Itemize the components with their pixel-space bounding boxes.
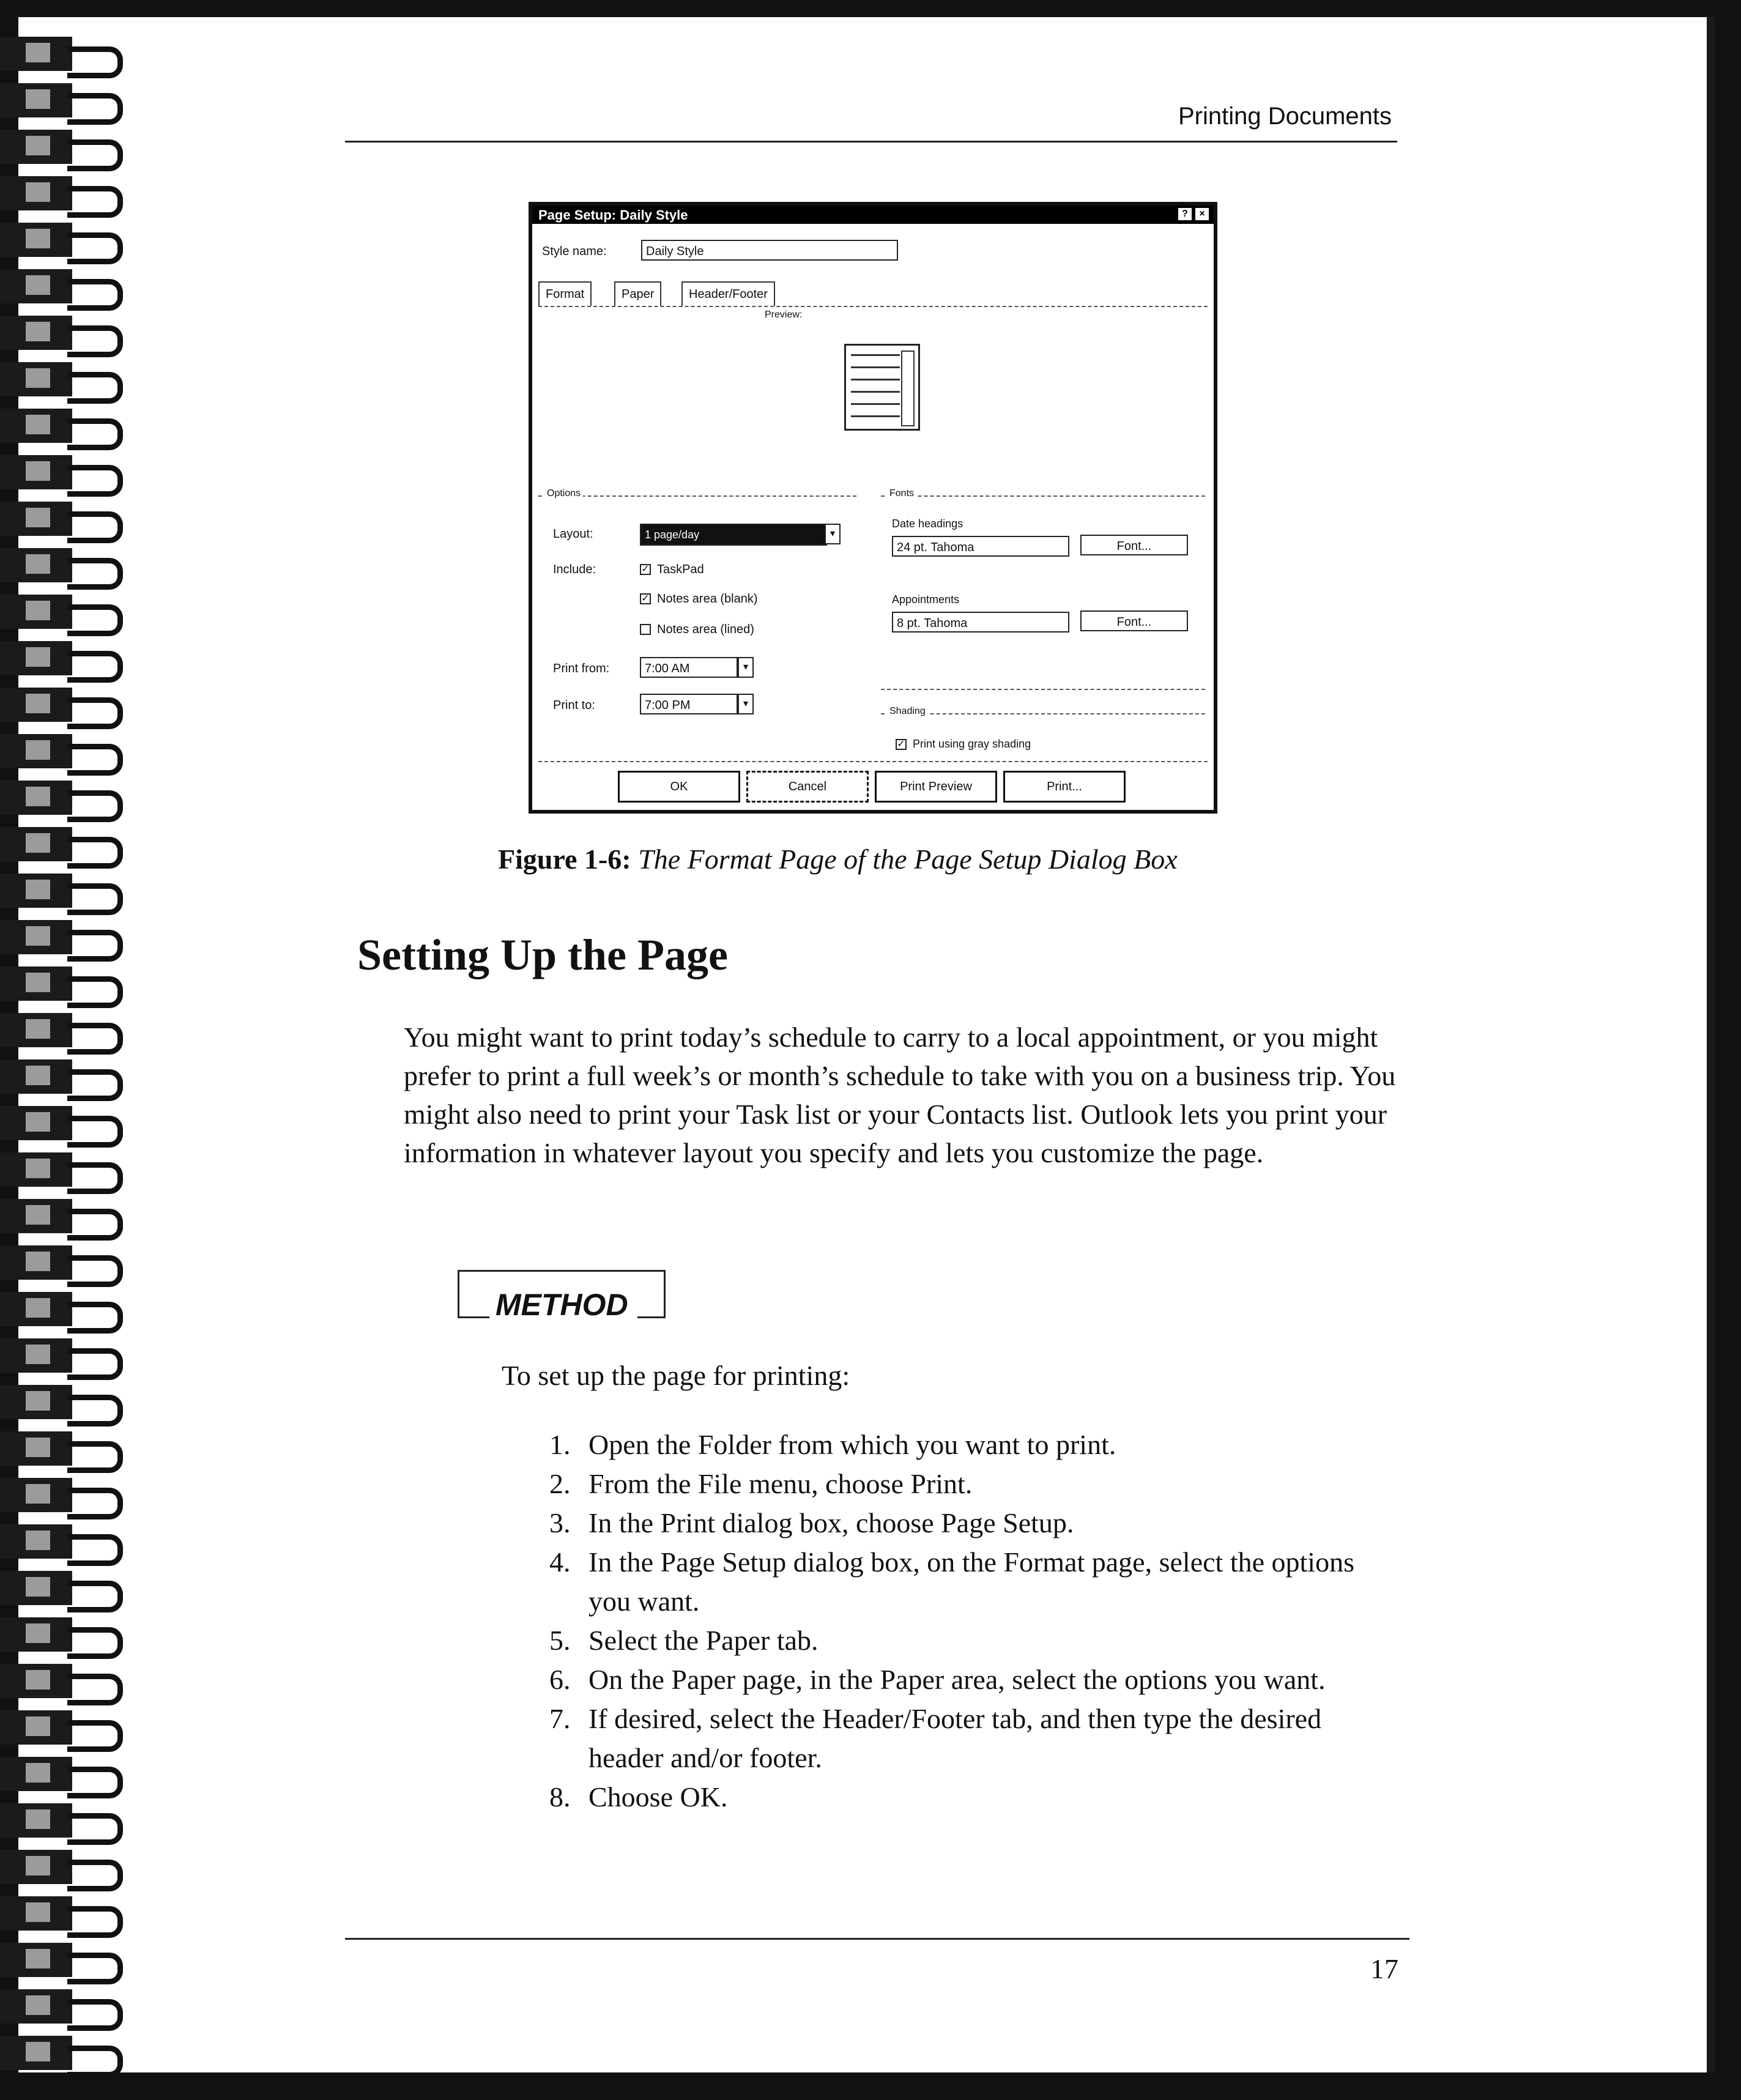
- binding-coil: [0, 176, 128, 210]
- binding-coil: [0, 688, 128, 722]
- print-from-field[interactable]: 7:00 AM: [640, 657, 738, 678]
- fonts-group-bottom: [881, 689, 1205, 690]
- layout-select[interactable]: 1 page/day: [640, 524, 827, 546]
- ok-button[interactable]: OK: [618, 771, 740, 803]
- binding-coil: [0, 1710, 128, 1745]
- binding-coil: [0, 548, 128, 582]
- style-name-field[interactable]: Daily Style: [641, 240, 898, 261]
- binding-coil: [0, 1152, 128, 1187]
- binding-coil: [0, 37, 128, 71]
- binding-coil: [0, 920, 128, 954]
- gray-shading-label: Print using gray shading: [913, 738, 1031, 750]
- binding-coil: [0, 409, 128, 443]
- print-to-field[interactable]: 7:00 PM: [640, 694, 738, 714]
- binding-coil: [0, 1385, 128, 1419]
- print-preview-button[interactable]: Print Preview: [875, 771, 997, 803]
- notes-lined-checkbox[interactable]: [640, 624, 651, 635]
- binding-coil: [0, 1896, 128, 1931]
- binding-coil: [0, 1199, 128, 1233]
- binding-coil: [0, 1803, 128, 1838]
- method-rule-right: [637, 1316, 666, 1318]
- fonts-label: Fonts: [887, 488, 916, 499]
- preview-label: Preview:: [765, 310, 803, 320]
- binding-coil: [0, 1013, 128, 1047]
- binding-coil: [0, 1850, 128, 1884]
- binding-coil: [0, 362, 128, 396]
- binding-coil: [0, 827, 128, 861]
- binding-coil: [0, 781, 128, 815]
- dialog-titlebar: [532, 206, 1214, 224]
- help-icon[interactable]: ?: [1178, 208, 1192, 220]
- tab-paper[interactable]: Paper: [614, 281, 661, 306]
- binding-coil: [0, 269, 128, 303]
- binding-coil: [0, 2036, 128, 2070]
- shading-label: Shading: [887, 706, 928, 717]
- style-name-label: Style name:: [542, 245, 607, 258]
- step-text: Choose OK.: [588, 1781, 728, 1812]
- list-item: 7. If desired, select the Header/Footer tab, and then type the desired header and/or footer.: [549, 1703, 1322, 1773]
- appointments-label: Appointments: [892, 593, 960, 606]
- page-number: 17: [1370, 1953, 1398, 1984]
- print-to-label: Print to:: [553, 699, 595, 712]
- date-headings-label: Date headings: [892, 518, 963, 530]
- list-item: 2. From the File menu, choose Print.: [549, 1468, 973, 1499]
- step-text: Open the Folder from which you want to print.: [588, 1429, 1116, 1460]
- list-item: 6. On the Paper page, in the Paper area, select the options you want.: [549, 1664, 1326, 1695]
- notes-blank-label: Notes area (blank): [657, 592, 758, 606]
- button-separator: [538, 761, 1208, 762]
- taskpad-checkbox[interactable]: ✓: [640, 564, 651, 575]
- date-headings-font-button[interactable]: Font...: [1080, 535, 1188, 555]
- method-rule-left: [458, 1316, 489, 1318]
- tab-format[interactable]: Format: [538, 281, 592, 306]
- page-setup-dialog: [529, 202, 1217, 814]
- notes-blank-checkbox[interactable]: ✓: [640, 593, 651, 604]
- tab-panel-edge: [538, 306, 1208, 307]
- close-icon[interactable]: ×: [1195, 208, 1209, 220]
- binding-coil: [0, 734, 128, 768]
- binding-coil: [0, 1106, 128, 1140]
- binding-coil: [0, 502, 128, 536]
- binding-coil: [0, 1571, 128, 1605]
- taskpad-label: TaskPad: [657, 563, 704, 576]
- header-rule: [345, 141, 1397, 143]
- binding-coil: [0, 1943, 128, 1977]
- binding-coil: [0, 1664, 128, 1698]
- include-label: Include:: [553, 563, 596, 576]
- figure-number: Figure 1-6:: [498, 844, 631, 875]
- notes-lined-label: Notes area (lined): [657, 623, 754, 636]
- binding-coil: [0, 1245, 128, 1280]
- binding-coil: [0, 1338, 128, 1373]
- running-header: Printing Documents: [1178, 103, 1392, 130]
- cancel-button[interactable]: Cancel: [746, 771, 869, 803]
- options-group-line: [538, 495, 856, 497]
- method-steps: [541, 1425, 1385, 1817]
- dialog-title: Page Setup: Daily Style: [538, 207, 688, 223]
- binding-coil: [0, 455, 128, 489]
- layout-preview: [844, 344, 920, 431]
- gray-shading-checkbox[interactable]: ✓: [896, 739, 907, 750]
- shading-group-line: [881, 713, 1205, 714]
- binding-coil: [0, 1431, 128, 1466]
- footer-rule: [345, 1938, 1409, 1940]
- binding-coil: [0, 1059, 128, 1094]
- step-text: On the Paper page, in the Paper area, select the options you want.: [588, 1664, 1326, 1695]
- binding-coil: [0, 1524, 128, 1559]
- date-headings-field: 24 pt. Tahoma: [892, 536, 1069, 557]
- binding-coil: [0, 83, 128, 117]
- layout-dropdown-icon[interactable]: ▾: [825, 524, 841, 544]
- list-item: 3. In the Print dialog box, choose Page Setup.: [549, 1507, 1074, 1538]
- print-button[interactable]: Print...: [1003, 771, 1126, 803]
- method-intro: To set up the page for printing:: [502, 1360, 850, 1391]
- step-text: In the Page Setup dialog box, on the Format page, select the options you want.: [588, 1546, 1354, 1617]
- binding-coil: [0, 1989, 128, 2024]
- list-item: 8. Choose OK.: [549, 1781, 728, 1812]
- binding-coil: [0, 1478, 128, 1512]
- binding-coil: [0, 130, 128, 164]
- print-from-label: Print from:: [553, 662, 610, 675]
- binding-coil: [0, 316, 128, 350]
- layout-label: Layout:: [553, 527, 593, 541]
- tab-header-footer[interactable]: Header/Footer: [681, 281, 775, 306]
- method-label: METHOD: [489, 1287, 634, 1323]
- list-item: 1. Open the Folder from which you want to print.: [549, 1429, 1116, 1460]
- binding-coil: [0, 967, 128, 1001]
- spiral-binding: [0, 37, 132, 2098]
- appointments-font-button[interactable]: Font...: [1080, 610, 1188, 631]
- list-item: 4. In the Page Setup dialog box, on the Format page, select the options you want.: [549, 1546, 1354, 1617]
- binding-coil: [0, 1757, 128, 1791]
- print-to-dropdown-icon[interactable]: ▾: [738, 694, 754, 714]
- section-heading: Setting Up the Page: [357, 930, 728, 979]
- binding-coil: [0, 874, 128, 908]
- binding-coil: [0, 1617, 128, 1652]
- options-label: Options: [544, 488, 583, 499]
- print-from-dropdown-icon[interactable]: ▾: [738, 657, 754, 678]
- binding-coil: [0, 595, 128, 629]
- step-text: In the Print dialog box, choose Page Setup.: [588, 1507, 1074, 1538]
- fonts-group-line: [881, 495, 1205, 497]
- binding-coil: [0, 1292, 128, 1326]
- figure-title: The Format Page of the Page Setup Dialog Box: [638, 844, 1178, 875]
- step-text: From the File menu, choose Print.: [588, 1468, 973, 1499]
- appointments-field: 8 pt. Tahoma: [892, 612, 1069, 633]
- figure-caption: [498, 843, 1178, 875]
- list-item: 5. Select the Paper tab.: [549, 1625, 819, 1656]
- step-text: Select the Paper tab.: [588, 1625, 819, 1656]
- step-text: If desired, select the Header/Footer tab, and then type the desired header and/or footer.: [588, 1703, 1322, 1773]
- intro-paragraph: You might want to print today’s schedule to carry to a local appointment, or you might prefer to print a full week’s or month’s schedule to take with you on a business trip. You might also need to print your Task list or your Contacts list. Outlook lets you print your information in whatever layout you specify and lets you customize the page.: [404, 1022, 1396, 1168]
- binding-coil: [0, 641, 128, 675]
- binding-coil: [0, 223, 128, 257]
